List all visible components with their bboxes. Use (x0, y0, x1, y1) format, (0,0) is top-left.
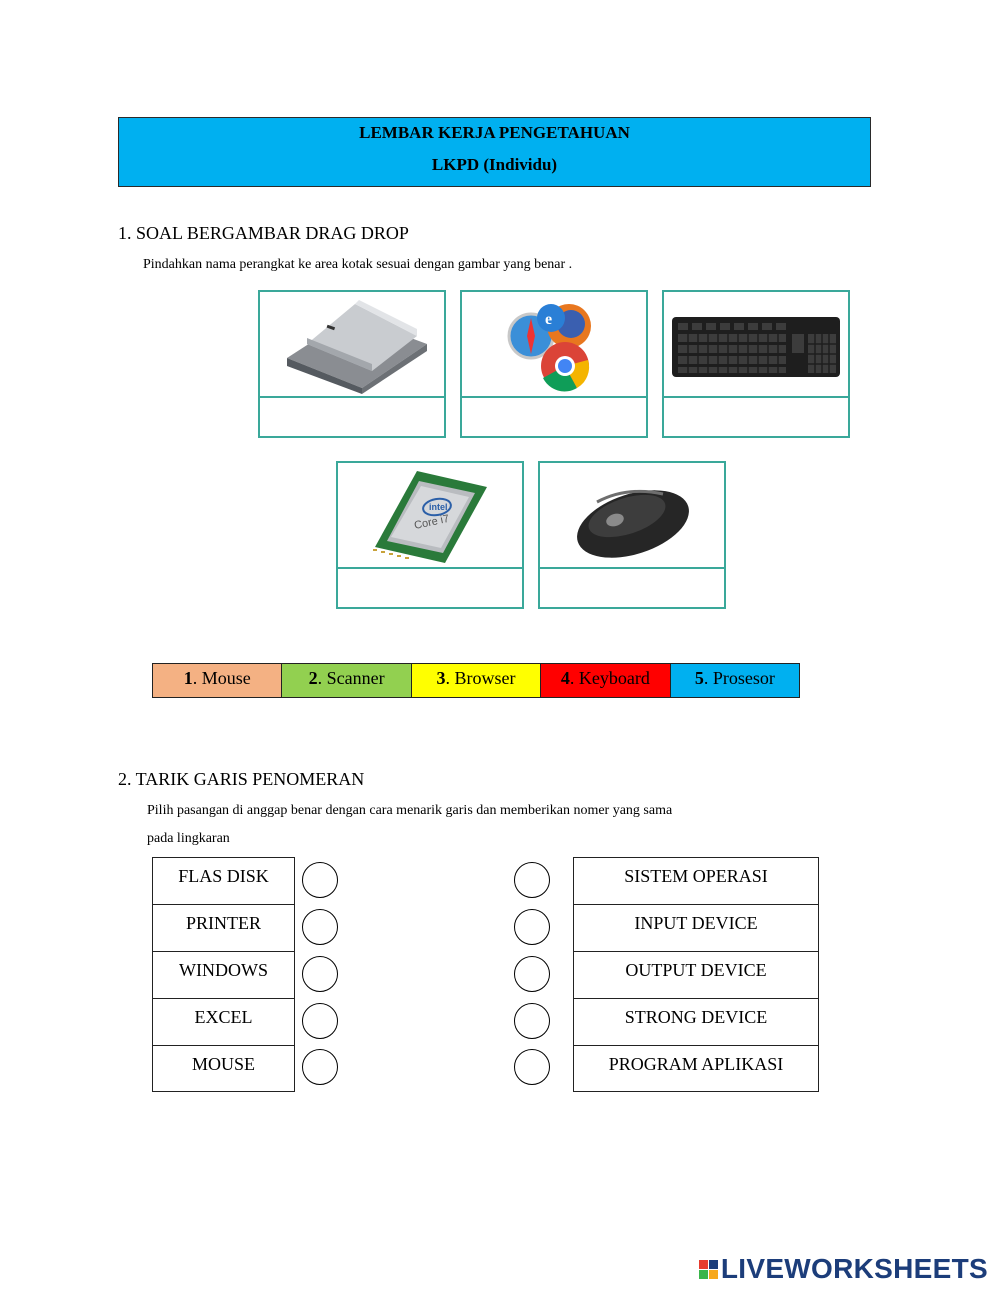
worksheet-header (118, 117, 871, 187)
left-item-printer: PRINTER (152, 904, 295, 952)
right-answer-circle[interactable] (514, 1003, 550, 1039)
right-answer-circle[interactable] (514, 1049, 550, 1085)
option-mouse[interactable]: 1. Mouse (153, 664, 282, 697)
section1-title: 1. SOAL BERGAMBAR DRAG DROP (118, 223, 409, 243)
header-title: LEMBAR KERJA PENGETAHUAN (359, 123, 630, 142)
answer-options-bar (152, 663, 800, 698)
right-item-sistem-operasi: SISTEM OPERASI (573, 857, 819, 905)
image-card-keyboard (662, 290, 850, 438)
image-card-browser (460, 290, 648, 438)
svg-text:e: e (545, 311, 553, 328)
image-card-scanner (258, 290, 446, 438)
left-item-flas-disk: FLAS DISK (152, 857, 295, 905)
left-answer-circle[interactable] (302, 1003, 338, 1039)
scanner-icon (260, 292, 444, 400)
drop-zone[interactable] (462, 396, 646, 436)
liveworksheets-logo (699, 1253, 988, 1285)
option-keyboard[interactable]: 4. Keyboard (541, 664, 670, 697)
option-browser[interactable]: 3. Browser (412, 664, 541, 697)
section2-instruction-line1: Pilih pasangan di anggap benar dengan cara menarik garis dan memberikan nomer yang sama (147, 803, 673, 818)
logo-mark-icon (699, 1260, 718, 1279)
right-answer-circle[interactable] (514, 862, 550, 898)
left-answer-circle[interactable] (302, 956, 338, 992)
image-card-mouse (538, 461, 726, 609)
option-prosesor[interactable]: 5. Prosesor (671, 664, 799, 697)
right-item-strong-device: STRONG DEVICE (573, 998, 819, 1046)
keyboard-icon (664, 292, 848, 400)
right-answer-circle[interactable] (514, 909, 550, 945)
left-answer-circle[interactable] (302, 909, 338, 945)
left-answer-circle[interactable] (302, 1049, 338, 1085)
brand-name: LIVEWORKSHEETS (720, 1253, 988, 1284)
right-answer-circle[interactable] (514, 956, 550, 992)
left-answer-circle[interactable] (302, 862, 338, 898)
svg-text:intel: intel (429, 502, 448, 512)
mouse-icon (540, 463, 724, 571)
right-item-output-device: OUTPUT DEVICE (573, 951, 819, 999)
right-item-input-device: INPUT DEVICE (573, 904, 819, 952)
section1-instruction: Pindahkan nama perangkat ke area kotak sesuai dengan gambar yang benar . (143, 257, 573, 272)
drop-zone[interactable] (338, 567, 522, 607)
drop-zone[interactable] (540, 567, 724, 607)
image-card-processor (336, 461, 524, 609)
left-item-windows: WINDOWS (152, 951, 295, 999)
section2-title: 2. TARIK GARIS PENOMERAN (118, 769, 365, 789)
option-scanner[interactable]: 2. Scanner (282, 664, 411, 697)
svg-text:Core i7: Core i7 (413, 512, 451, 532)
browser-logos-icon (462, 292, 646, 400)
left-item-mouse: MOUSE (152, 1045, 295, 1092)
drop-zone[interactable] (260, 396, 444, 436)
processor-icon (338, 463, 522, 571)
header-subtitle: LKPD (Individu) (431, 155, 558, 174)
right-item-program-aplikasi: PROGRAM APLIKASI (573, 1045, 819, 1092)
left-item-excel: EXCEL (152, 998, 295, 1046)
section2-instruction-line2: pada lingkaran (147, 831, 230, 846)
drop-zone[interactable] (664, 396, 848, 436)
